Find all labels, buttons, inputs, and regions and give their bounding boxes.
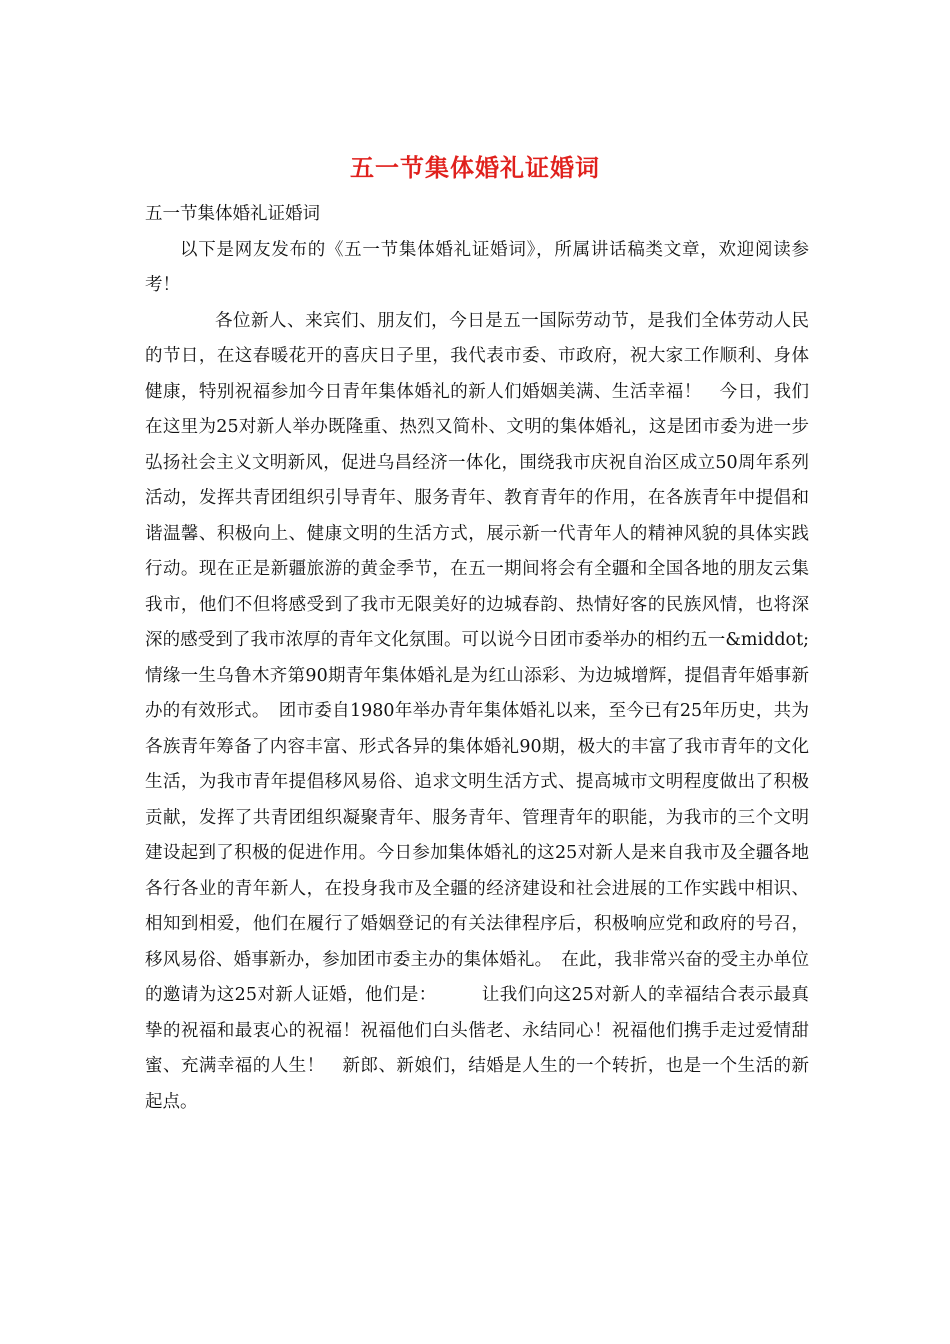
speech-body-paragraph: 各位新人、来宾们、朋友们，今日是五一国际劳动节，是我们全体劳动人民的节日，在这春暖花开的喜庆日子里，我代表市委、市政府，祝大家工作顺利、身体健康，特别祝福参加今日青年集体婚礼的新人们婚姻美满、生活幸福！ 今日，我们在这里为25对新人举办既隆重、热烈又简朴、文明的集体婚礼，这是团市委为进一步弘扬社会主义文明新风，促进乌昌经济一体化，围绕我市庆祝自治区成立50周年系列活动，发挥共青团组织引导青年、服务青年、教育青年的作用，在各族青年中提倡和谐温馨、积极向上、健康文明的生活方式，展示新一代青年人的精神风貌的具体实践行动。现在正是新疆旅游的黄金季节，在五一期间将会有全疆和全国各地的朋友云集我市，他们不但将感受到了我市无限美好的边城春韵、热情好客的民族风情，也将深深的感受到了我市浓厚的青年文化氛围。可以说今日团市委举办的相约五一&middot;情缘一生乌鲁木齐第90期青年集体婚礼是为红山添彩、为边城增辉，提倡青年婚事新办的有效形式。 团市委自1980年举办青年集体婚礼以来，至今已有25年历史，共为各族青年筹备了内容丰富、形式各异的集体婚礼90期，极大的丰富了我市青年的文化生活，为我市青年提倡移风易俗、追求文明生活方式、提高城市文明程度做出了积极贡献，发挥了共青团组织凝聚青年、服务青年、管理青年的职能，为我市的三个文明建设起到了积极的促进作用。今日参加集体婚礼的这25对新人是来自我市及全疆各地各行各业的青年新人，在投身我市及全疆的经济建设和社会进展的工作实践中相识、相知到相爱，他们在履行了婚姻登记的有关法律程序后，积极响应党和政府的号召，移风易俗、婚事新办，参加团市委主办的集体婚礼。 在此，我非常兴奋的受主办单位的邀请为这25对新人证婚，他们是： 让我们向这25对新人的幸福结合表示最真挚的祝福和最衷心的祝福！祝福他们白头偕老、永结同心！祝福他们携手走过爱情甜蜜、充满幸福的人生！ 新郎、新娘们，结婚是人生的一个转折，也是一个生活的新起点。: [145, 310, 809, 1112]
document-content: [145, 197, 809, 1120]
document-subtitle: 五一节集体婚礼证婚词: [145, 204, 320, 224]
intro-paragraph: 以下是网友发布的《五一节集体婚礼证婚词》，所属讲话稿类文章，欢迎阅读参考！: [145, 239, 809, 295]
document-title: 五一节集体婚礼证婚词: [350, 153, 600, 182]
